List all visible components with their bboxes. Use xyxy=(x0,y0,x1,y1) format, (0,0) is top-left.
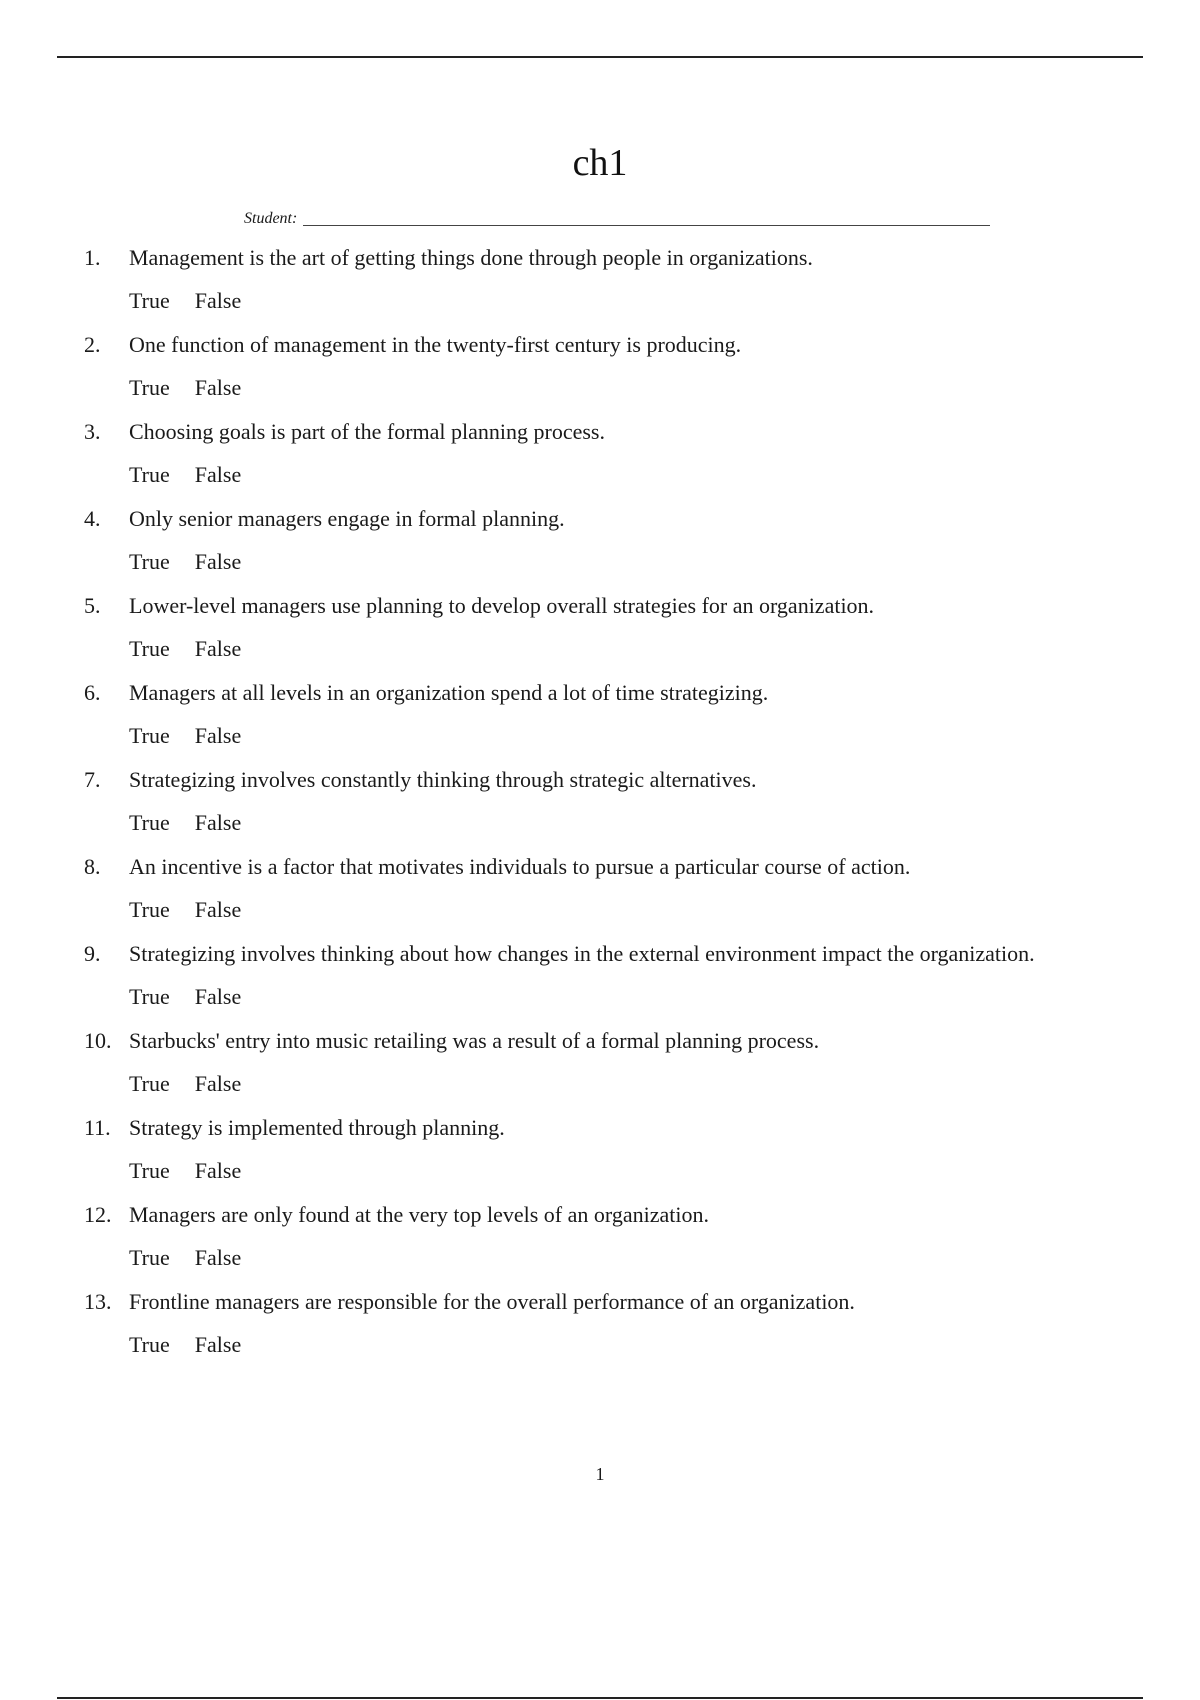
option-false[interactable]: False xyxy=(194,984,242,1009)
question-list xyxy=(0,242,1200,1373)
question-item xyxy=(0,764,1200,851)
question-number: 10. xyxy=(84,1028,112,1053)
question-text: Strategizing involves constantly thinking through strategic alternatives. xyxy=(129,767,757,792)
option-true[interactable]: True xyxy=(129,1071,170,1096)
question-number: 5. xyxy=(84,593,101,618)
option-true[interactable]: True xyxy=(129,1245,170,1270)
answer-options xyxy=(129,981,241,1013)
question-text: Starbucks' entry into music retailing was a result of a formal planning process. xyxy=(129,1028,820,1053)
option-true[interactable]: True xyxy=(129,636,170,661)
question-text: An incentive is a factor that motivates individuals to pursue a particular course of action. xyxy=(129,854,911,879)
question-item xyxy=(0,1025,1200,1112)
question-number: 4. xyxy=(84,506,101,531)
question-number: 11. xyxy=(84,1115,111,1140)
option-false[interactable]: False xyxy=(194,375,242,400)
question-text: One function of management in the twenty-first century is producing. xyxy=(129,332,742,357)
option-false[interactable]: False xyxy=(194,1332,242,1357)
option-true[interactable]: True xyxy=(129,897,170,922)
bottom-rule xyxy=(57,1697,1143,1699)
question-number: 9. xyxy=(84,941,101,966)
option-false[interactable]: False xyxy=(194,1245,242,1270)
student-name-line xyxy=(303,225,990,226)
top-rule xyxy=(57,56,1143,58)
option-true[interactable]: True xyxy=(129,375,170,400)
question-text: Lower-level managers use planning to develop overall strategies for an organization. xyxy=(129,593,875,618)
question-number: 6. xyxy=(84,680,101,705)
question-item xyxy=(0,1112,1200,1199)
answer-options xyxy=(129,894,241,926)
option-false[interactable]: False xyxy=(194,897,242,922)
option-true[interactable]: True xyxy=(129,1158,170,1183)
question-item xyxy=(0,590,1200,677)
option-true[interactable]: True xyxy=(129,462,170,487)
answer-options xyxy=(129,720,241,752)
question-item xyxy=(0,1286,1200,1373)
question-text: Only senior managers engage in formal planning. xyxy=(129,506,565,531)
option-false[interactable]: False xyxy=(194,462,242,487)
question-number: 7. xyxy=(84,767,101,792)
question-item xyxy=(0,503,1200,590)
question-item xyxy=(0,677,1200,764)
question-number: 1. xyxy=(84,245,101,270)
question-item xyxy=(0,329,1200,416)
option-false[interactable]: False xyxy=(194,723,242,748)
question-number: 12. xyxy=(84,1202,112,1227)
question-number: 13. xyxy=(84,1289,112,1314)
option-false[interactable]: False xyxy=(194,1071,242,1096)
answer-options xyxy=(129,372,241,404)
option-true[interactable]: True xyxy=(129,288,170,313)
answer-options xyxy=(129,1068,241,1100)
page-title: ch1 xyxy=(572,142,628,184)
option-false[interactable]: False xyxy=(194,288,242,313)
question-text: Strategizing involves thinking about how changes in the external environment impact the organization. xyxy=(129,941,1035,966)
question-text: Managers at all levels in an organization spend a lot of time strategizing. xyxy=(129,680,769,705)
question-text: Managers are only found at the very top levels of an organization. xyxy=(129,1202,709,1227)
page-number: 1 xyxy=(595,1464,605,1484)
question-item xyxy=(0,851,1200,938)
option-true[interactable]: True xyxy=(129,1332,170,1357)
option-false[interactable]: False xyxy=(194,636,242,661)
question-item xyxy=(0,416,1200,503)
question-text: Choosing goals is part of the formal planning process. xyxy=(129,419,605,444)
question-item xyxy=(0,938,1200,1025)
question-number: 2. xyxy=(84,332,101,357)
option-false[interactable]: False xyxy=(194,549,242,574)
answer-options xyxy=(129,285,241,317)
option-true[interactable]: True xyxy=(129,723,170,748)
option-true[interactable]: True xyxy=(129,549,170,574)
question-text: Strategy is implemented through planning. xyxy=(129,1115,505,1140)
answer-options xyxy=(129,1242,241,1274)
student-label: Student: xyxy=(244,210,298,227)
answer-options xyxy=(129,1155,241,1187)
option-false[interactable]: False xyxy=(194,1158,242,1183)
question-number: 3. xyxy=(84,419,101,444)
option-false[interactable]: False xyxy=(194,810,242,835)
answer-options xyxy=(129,633,241,665)
option-true[interactable]: True xyxy=(129,810,170,835)
answer-options xyxy=(129,546,241,578)
student-field xyxy=(244,206,990,228)
question-text: Management is the art of getting things done through people in organizations. xyxy=(129,245,813,270)
answer-options xyxy=(129,459,241,491)
question-text: Frontline managers are responsible for the overall performance of an organization. xyxy=(129,1289,855,1314)
answer-options xyxy=(129,807,241,839)
answer-options xyxy=(129,1329,241,1361)
question-item xyxy=(0,1199,1200,1286)
question-number: 8. xyxy=(84,854,101,879)
option-true[interactable]: True xyxy=(129,984,170,1009)
question-item xyxy=(0,242,1200,329)
